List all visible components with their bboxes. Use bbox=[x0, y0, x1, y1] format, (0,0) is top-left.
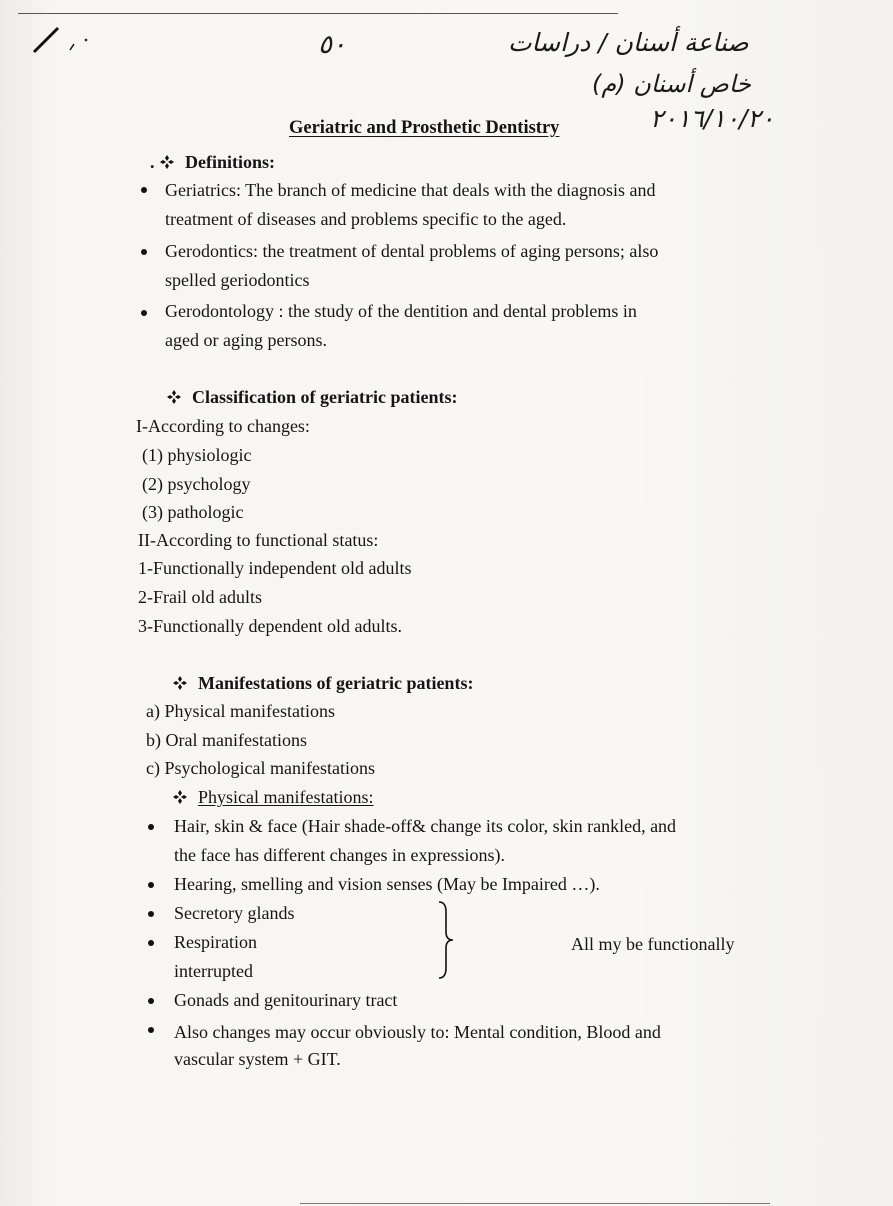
definition-2-line-1: Gerodontics: the treatment of dental problems of aging persons; also bbox=[165, 241, 659, 261]
classification-item: 3-Functionally dependent old adults. bbox=[138, 616, 402, 636]
physical-item-4-line-1: Respiration bbox=[174, 932, 257, 952]
physical-item-6-line-2: vascular system + GIT. bbox=[174, 1049, 341, 1069]
physical-item-6-line-1: Also changes may occur obviously to: Mental condition, Blood and bbox=[174, 1022, 661, 1042]
bullet-icon bbox=[141, 187, 147, 193]
physical-item-2: Hearing, smelling and vision senses (May be Impaired …). bbox=[174, 874, 600, 894]
manifestation-item: c) Psychological manifestations bbox=[146, 758, 375, 778]
physical-item-1-line-2: the face has different changes in expressions). bbox=[174, 845, 506, 865]
bullet-icon bbox=[148, 882, 154, 888]
classification-heading bbox=[166, 386, 457, 408]
diamond-bullet-icon bbox=[159, 154, 175, 170]
classification-heading-text: Classification of geriatric patients: bbox=[192, 387, 458, 407]
definition-1-line-2: treatment of diseases and problems specific to the aged. bbox=[165, 209, 567, 229]
physical-heading-text: Physical manifestations: bbox=[198, 787, 374, 807]
handwritten-subtitle: خاص أسنان (م) bbox=[592, 70, 751, 98]
brace-note: All my be functionally bbox=[571, 934, 735, 954]
definitions-heading-text: Definitions: bbox=[185, 152, 275, 172]
diamond-bullet-icon bbox=[166, 389, 182, 405]
definition-3-line-2: aged or aging persons. bbox=[165, 330, 327, 350]
manifestation-item: a) Physical manifestations bbox=[146, 701, 335, 721]
bullet-icon bbox=[148, 998, 154, 1004]
handwritten-subject: صناعة أسنان / دراسات bbox=[508, 28, 749, 57]
classification-group2-title: II-According to functional status: bbox=[138, 530, 379, 550]
bullet-icon bbox=[148, 824, 154, 830]
diamond-bullet-icon bbox=[172, 789, 188, 805]
physical-heading bbox=[172, 786, 373, 808]
diamond-bullet-icon bbox=[172, 675, 188, 691]
physical-item-1-line-1: Hair, skin & face (Hair shade-off& change its color, skin rankled, and bbox=[174, 816, 677, 836]
classification-item: 1-Functionally independent old adults bbox=[138, 558, 412, 578]
handwritten-date: ٢٠١٦/١٠/٢٠ bbox=[650, 104, 775, 133]
bullet-icon bbox=[148, 1027, 154, 1033]
definition-3-text: Gerodontology : the study of the dentition and dental problems in bbox=[165, 301, 637, 321]
definition-1-line-1: Geriatrics: The branch of medicine that deals with the diagnosis and bbox=[165, 180, 656, 200]
top-rule bbox=[18, 13, 618, 14]
bottom-rule bbox=[300, 1203, 770, 1204]
physical-item-4-line-2: interrupted bbox=[174, 961, 253, 981]
curly-brace-icon bbox=[436, 900, 460, 980]
definition-3-line-1 bbox=[165, 300, 759, 322]
manifestations-heading bbox=[172, 672, 473, 694]
physical-item-5: Gonads and genitourinary tract bbox=[174, 990, 398, 1010]
classification-item: (3) pathologic bbox=[142, 502, 244, 522]
bullet-icon bbox=[148, 940, 154, 946]
classification-item: (2) psychology bbox=[142, 474, 251, 494]
bullet-icon bbox=[141, 249, 147, 255]
bullet-icon bbox=[148, 911, 154, 917]
classification-item: 2-Frail old adults bbox=[138, 587, 262, 607]
definitions-heading: . Definitions: bbox=[150, 152, 275, 172]
page-title: Geriatric and Prosthetic Dentistry bbox=[289, 118, 560, 138]
classification-item: (1) physiologic bbox=[142, 445, 252, 465]
definition-2-line-2: spelled geriodontics bbox=[165, 270, 310, 290]
handwritten-page-number: ٥٠ bbox=[318, 30, 346, 60]
corner-mark-icon bbox=[30, 22, 90, 62]
manifestations-heading-text: Manifestations of geriatric patients: bbox=[198, 673, 474, 693]
physical-item-3: Secretory glands bbox=[174, 903, 295, 923]
manifestation-item: b) Oral manifestations bbox=[146, 730, 307, 750]
bullet-icon bbox=[141, 310, 147, 316]
classification-group1-title: I-According to changes: bbox=[136, 416, 310, 436]
